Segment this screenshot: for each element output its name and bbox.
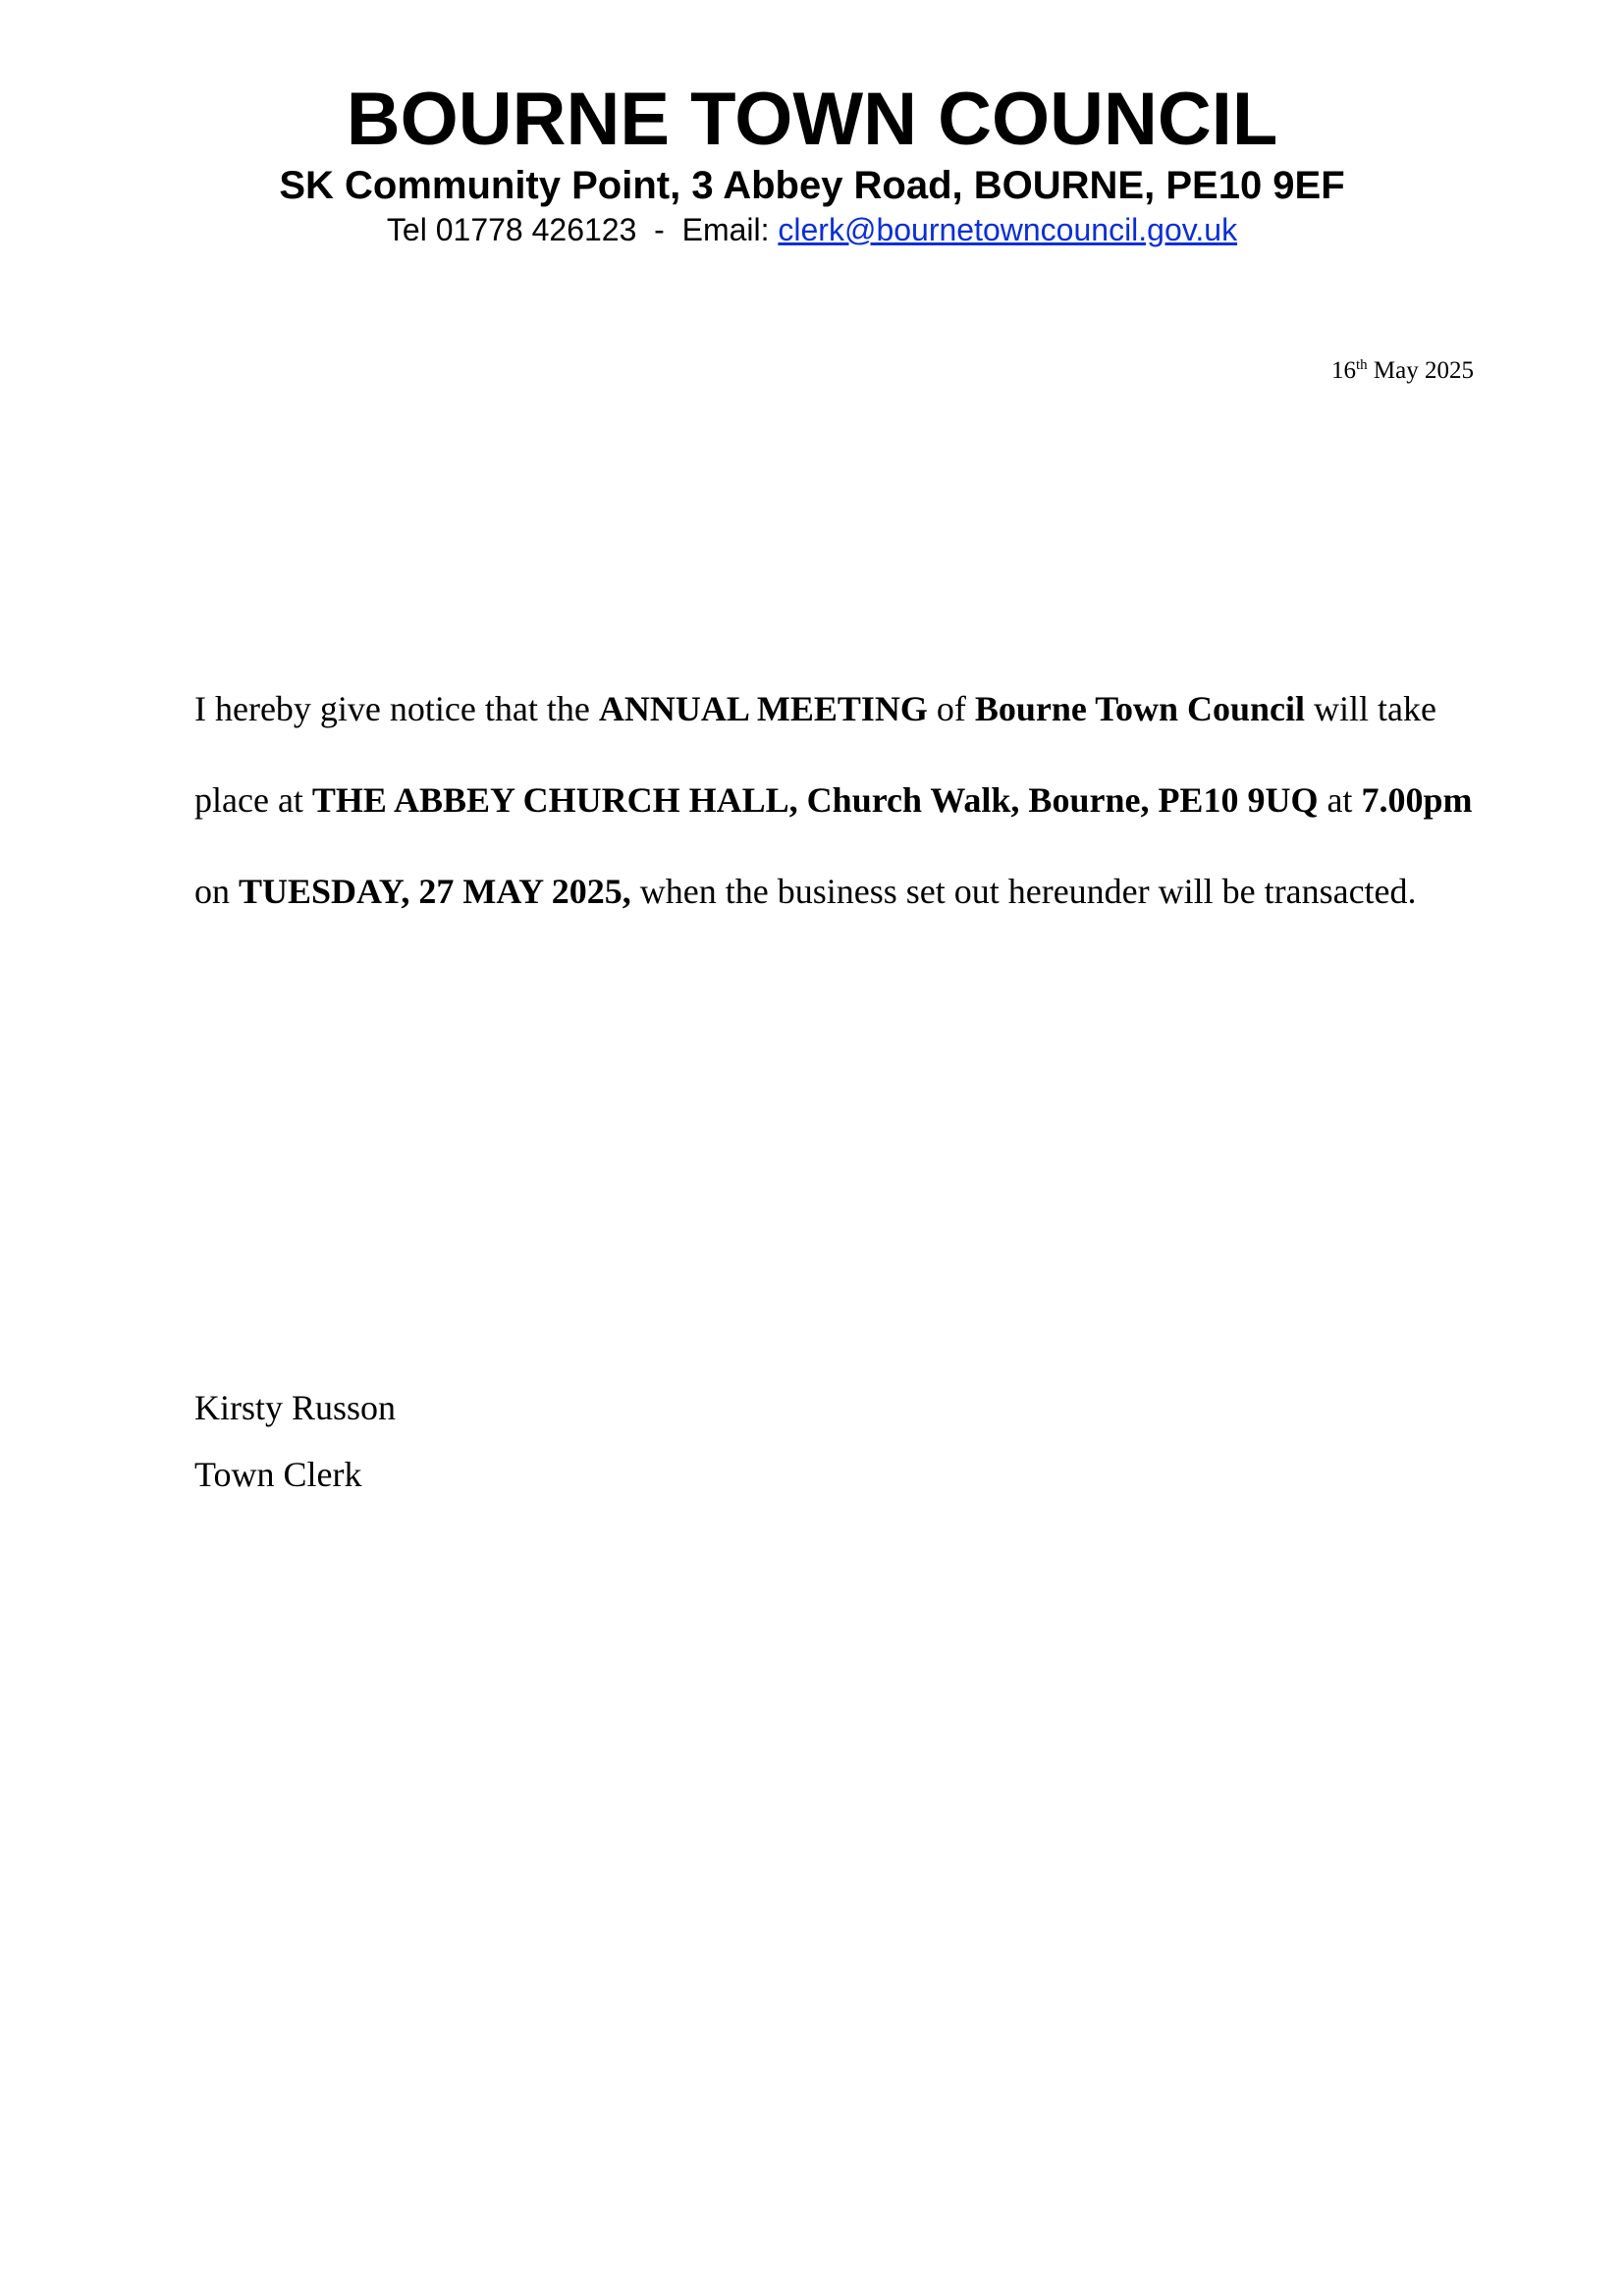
meeting-notice — [194, 664, 1481, 937]
signatory-title: Town Clerk — [194, 1455, 362, 1494]
notice-text-3: will take place at — [194, 689, 1436, 820]
letter-date — [1331, 357, 1474, 385]
email-link[interactable]: clerk@bournetowncouncil.gov.uk — [778, 212, 1238, 247]
date-ordinal: th — [1356, 357, 1368, 373]
notice-text-5: on — [194, 872, 239, 911]
letterhead — [0, 77, 1624, 249]
meeting-time: 7.00pm — [1361, 780, 1473, 820]
notice-text-2: of — [927, 689, 975, 728]
notice-text-1: I hereby give notice that the — [194, 689, 599, 728]
meeting-date: TUESDAY, 27 MAY 2025, — [239, 872, 631, 911]
council-reference: Bourne Town Council — [974, 689, 1306, 728]
telephone-label: Tel 01778 426123 - Email: — [386, 212, 779, 247]
contact-line — [0, 210, 1624, 249]
council-address: SK Community Point, 3 Abbey Road, BOURNE, PE10 9EF — [279, 164, 1345, 207]
date-month-year: May 2025 — [1367, 357, 1474, 384]
meeting-venue: THE ABBEY CHURCH HALL, Church Walk, Bourne, PE10 9UQ — [311, 780, 1319, 820]
signature-block — [194, 1374, 396, 1508]
date-day: 16 — [1331, 357, 1356, 384]
notice-text-4: at — [1318, 780, 1362, 820]
notice-text-6: when the business set out hereunder will be transacted. — [630, 872, 1417, 911]
signatory-name: Kirsty Russon — [194, 1388, 397, 1427]
council-name: BOURNE TOWN COUNCIL — [346, 78, 1278, 161]
meeting-type: ANNUAL MEETING — [598, 689, 928, 728]
